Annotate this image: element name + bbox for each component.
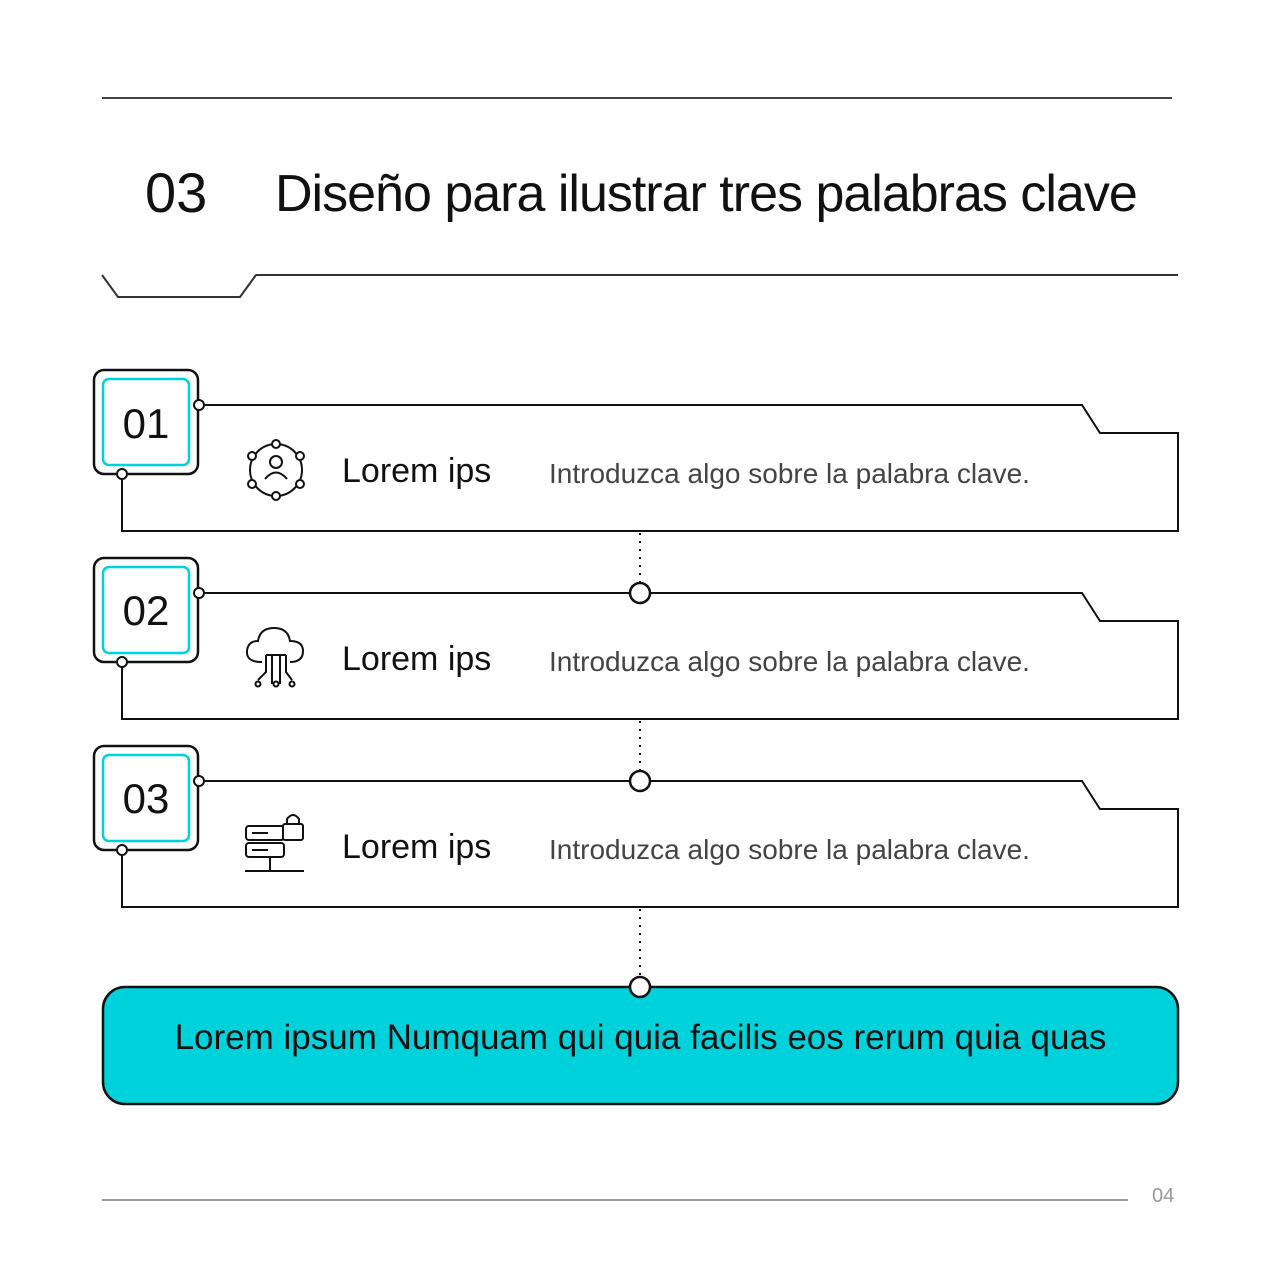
item-3-description: Introduzca algo sobre la palabra clave.: [549, 834, 1030, 865]
section-number: 03: [145, 161, 208, 224]
user-network-icon: [248, 440, 304, 500]
secure-server-icon: [245, 815, 304, 871]
page-title: Diseño para ilustrar tres palabras clave: [275, 165, 1137, 223]
item-1-number: 01: [122, 400, 170, 447]
item-2-description: Introduzca algo sobre la palabra clave.: [549, 646, 1030, 677]
conclusion-text: Lorem ipsum Numquam qui quia facilis eos rerum quia quas: [174, 1018, 1107, 1057]
item-3-number: 03: [122, 775, 170, 822]
item-2-keyword: Lorem ips: [342, 640, 492, 678]
item-3-keyword: Lorem ips: [342, 828, 492, 866]
item-1-frame: [94, 370, 1178, 531]
item-1-description: Introduzca algo sobre la palabra clave.: [549, 458, 1030, 489]
title-underline: [102, 275, 1178, 297]
cloud-network-icon: [247, 628, 303, 687]
item-2-number: 02: [122, 587, 170, 634]
item-2-frame: [94, 558, 1178, 719]
page-number: 04: [1152, 1185, 1175, 1207]
item-1-keyword: Lorem ips: [342, 452, 492, 490]
